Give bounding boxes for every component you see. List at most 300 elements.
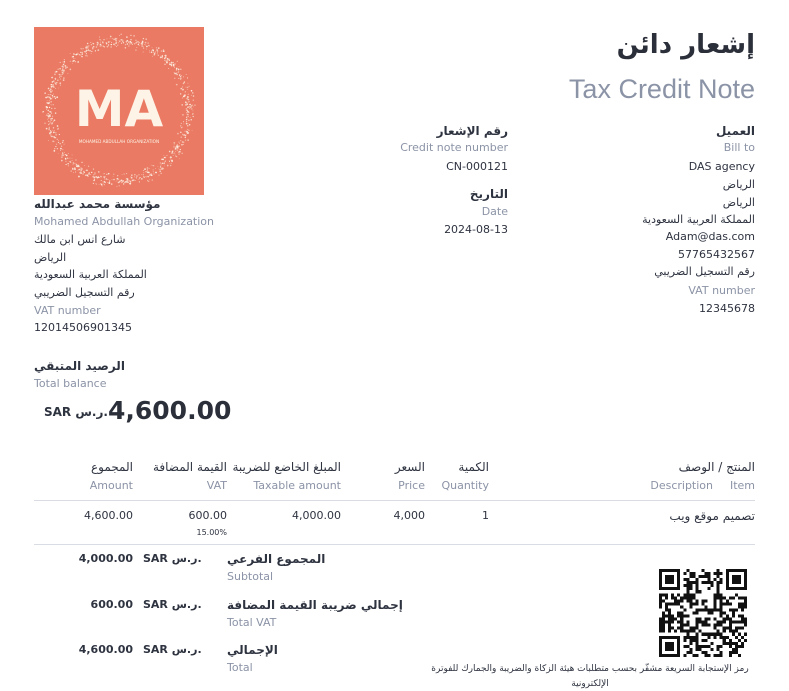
- logo-speckle: [49, 127, 50, 128]
- logo-speckle: [110, 38, 111, 39]
- logo-speckle: [166, 60, 167, 61]
- logo-speckle: [48, 116, 49, 117]
- logo-speckle: [65, 66, 66, 67]
- logo-speckle: [55, 132, 56, 133]
- logo-speckle: [46, 128, 48, 130]
- qr-module: [714, 599, 717, 602]
- logo-speckle: [157, 52, 158, 53]
- logo-speckle: [119, 35, 120, 36]
- logo-speckle: [67, 163, 68, 164]
- logo-speckle: [76, 166, 77, 167]
- logo-speckle: [48, 117, 49, 118]
- col-item-header-en: Item: [729, 479, 755, 492]
- logo-speckle: [169, 64, 171, 66]
- logo-speckle: [173, 64, 175, 66]
- logo-speckle: [85, 52, 86, 53]
- logo-speckle: [151, 173, 152, 174]
- logo-speckle: [65, 164, 66, 165]
- logo-speckle: [147, 167, 149, 169]
- qr-module: [695, 581, 698, 584]
- qr-module: [695, 590, 698, 593]
- logo-speckle: [154, 54, 155, 55]
- balance-amount: 4,600.00: [108, 396, 232, 425]
- logo-speckle: [104, 184, 105, 185]
- logo-speckle: [57, 128, 59, 130]
- logo-speckle: [144, 177, 145, 178]
- logo-speckle: [187, 125, 188, 126]
- qr-module: [665, 615, 668, 618]
- logo-speckle: [94, 179, 95, 180]
- qr-module: [686, 596, 689, 599]
- col-vat-header-en: VAT: [206, 479, 227, 492]
- qr-module: [744, 618, 747, 621]
- logo-speckle: [64, 64, 65, 65]
- logo-speckle: [153, 169, 154, 170]
- logo-speckle: [161, 164, 162, 165]
- logo-speckle: [149, 174, 150, 175]
- qr-module: [741, 602, 744, 605]
- qr-module: [662, 624, 665, 627]
- qr-module: [695, 602, 698, 605]
- qr-module: [695, 618, 698, 621]
- logo-speckle: [120, 181, 121, 182]
- logo-speckle: [189, 101, 190, 102]
- logo-speckle: [104, 179, 105, 180]
- logo-speckle: [61, 157, 62, 158]
- logo-speckle: [193, 95, 195, 97]
- logo-speckle: [166, 62, 168, 64]
- logo-speckle: [55, 113, 56, 114]
- qr-module: [726, 599, 729, 602]
- logo-speckle: [179, 66, 180, 67]
- qr-module: [729, 602, 732, 605]
- logo-speckle: [181, 127, 182, 128]
- logo-speckle: [81, 52, 83, 54]
- logo-speckle: [86, 50, 87, 51]
- logo-speckle: [167, 165, 169, 167]
- logo-speckle: [125, 47, 127, 49]
- qr-module: [668, 602, 671, 605]
- logo-speckle: [134, 43, 136, 45]
- row-qty: 1: [482, 509, 489, 522]
- logo-speckle: [149, 179, 150, 180]
- logo-speckle: [174, 67, 175, 68]
- logo-speckle: [120, 33, 122, 35]
- logo-speckle: [187, 89, 188, 90]
- logo-speckle: [148, 181, 149, 182]
- logo-speckle: [94, 176, 96, 178]
- qr-module: [689, 581, 692, 584]
- logo-speckle: [87, 46, 89, 48]
- logo-speckle: [58, 142, 59, 143]
- logo-speckle: [50, 94, 51, 95]
- logo-speckle: [53, 104, 54, 105]
- logo-speckle: [55, 83, 57, 85]
- logo-speckle: [46, 114, 48, 116]
- logo-speckle: [128, 41, 130, 43]
- qr-module: [705, 575, 708, 578]
- logo-speckle: [57, 79, 59, 81]
- logo-speckle: [191, 108, 192, 109]
- qr-module: [705, 618, 708, 621]
- logo-speckle: [46, 109, 47, 110]
- logo-speckle: [86, 47, 87, 48]
- logo-speckle: [117, 180, 118, 181]
- qr-module: [711, 584, 714, 587]
- qr-module: [671, 593, 674, 596]
- logo-speckle: [170, 163, 171, 164]
- qr-module: [689, 605, 692, 608]
- qr-module: [662, 630, 665, 633]
- qr-module: [714, 633, 717, 636]
- qr-module: [695, 633, 698, 636]
- logo-speckle: [177, 74, 178, 75]
- logo-speckle: [183, 95, 185, 97]
- logo-speckle: [87, 55, 88, 56]
- logo-speckle: [106, 174, 107, 175]
- qr-module: [714, 618, 717, 621]
- logo-speckle: [46, 102, 47, 103]
- qr-module: [701, 633, 704, 636]
- logo-speckle: [97, 42, 99, 44]
- row-vat: 600.00: [188, 509, 227, 522]
- qr-module: [701, 569, 704, 572]
- qr-module: [732, 596, 735, 599]
- logo-speckle: [50, 118, 51, 119]
- logo-speckle: [188, 99, 190, 101]
- date-value: 2024-08-13: [444, 223, 508, 236]
- qr-module: [668, 618, 671, 621]
- qr-module: [705, 599, 708, 602]
- logo-speckle: [192, 92, 193, 93]
- zatca-qr-code: [659, 569, 747, 657]
- qr-module: [717, 645, 720, 648]
- logo-caption: MOHAMED ABDULLAH ORGANIZATION: [78, 139, 160, 144]
- qr-module: [692, 575, 695, 578]
- logo-speckle: [171, 62, 173, 64]
- logo-speckle: [50, 134, 51, 135]
- logo-speckle: [109, 180, 110, 181]
- logo-speckle: [180, 76, 181, 77]
- logo-speckle: [187, 123, 188, 124]
- logo-speckle: [182, 86, 183, 87]
- grand-total-value: 4,600.00: [78, 643, 133, 656]
- logo-speckle: [159, 170, 160, 171]
- logo-speckle: [113, 174, 114, 175]
- logo-speckle: [187, 87, 188, 88]
- logo-speckle: [101, 180, 102, 181]
- qr-module: [662, 621, 665, 624]
- qr-module: [714, 596, 717, 599]
- qr-module: [674, 602, 677, 605]
- logo-speckle: [130, 35, 131, 36]
- qr-module: [692, 581, 695, 584]
- logo-speckle: [61, 146, 62, 147]
- logo-speckle: [50, 101, 52, 103]
- logo-speckle: [145, 42, 147, 44]
- logo-speckle: [107, 182, 108, 183]
- logo-speckle: [52, 77, 54, 79]
- logo-speckle: [112, 179, 113, 180]
- qr-module: [732, 648, 735, 651]
- qr-module: [729, 596, 732, 599]
- logo-speckle: [98, 43, 99, 44]
- customer-vat-label-en: VAT number: [688, 284, 755, 297]
- logo-speckle: [145, 176, 146, 177]
- logo-speckle: [78, 54, 79, 55]
- qr-module: [686, 651, 689, 654]
- logo-speckle: [126, 179, 127, 180]
- logo-speckle: [62, 74, 63, 75]
- qr-module: [701, 651, 704, 654]
- logo-speckle: [152, 56, 153, 57]
- logo-speckle: [52, 140, 54, 142]
- logo-speckle: [57, 148, 58, 149]
- logo-speckle: [130, 182, 131, 183]
- logo-speckle: [53, 150, 55, 152]
- logo-speckle: [172, 151, 173, 152]
- logo-speckle: [154, 53, 155, 54]
- logo-speckle: [78, 176, 80, 178]
- logo-speckle: [93, 46, 95, 48]
- qr-module: [735, 630, 738, 633]
- logo-speckle: [159, 169, 160, 170]
- qr-module: [692, 636, 695, 639]
- qr-module: [683, 645, 686, 648]
- logo-speckle: [55, 98, 56, 99]
- qr-module: [659, 599, 662, 602]
- logo-speckle: [190, 106, 191, 107]
- logo-speckle: [155, 51, 156, 52]
- logo-speckle: [72, 158, 73, 159]
- logo-speckle: [154, 174, 155, 175]
- logo-speckle: [127, 179, 128, 180]
- qr-module: [668, 615, 671, 618]
- logo-speckle: [187, 114, 189, 116]
- logo-speckle: [182, 114, 183, 115]
- logo-speckle: [91, 53, 92, 54]
- logo-speckle: [62, 154, 63, 155]
- logo-speckle: [53, 94, 54, 95]
- logo-speckle: [73, 53, 74, 54]
- balance-label-en: Total balance: [34, 377, 107, 390]
- logo-speckle: [188, 94, 189, 95]
- logo-speckle: [58, 88, 59, 89]
- qr-module: [714, 654, 717, 657]
- logo-speckle: [52, 84, 54, 86]
- logo-speckle: [186, 121, 187, 122]
- qr-module: [683, 630, 686, 633]
- qr-module: [701, 608, 704, 611]
- qr-module: [668, 627, 671, 630]
- logo-speckle: [79, 169, 81, 171]
- logo-speckle: [177, 133, 179, 135]
- qr-module: [720, 572, 723, 575]
- qr-module: [723, 630, 726, 633]
- logo-speckle: [76, 159, 77, 160]
- logo-speckle: [75, 54, 76, 55]
- qr-module: [744, 599, 747, 602]
- qr-module: [723, 636, 726, 639]
- qr-module: [671, 615, 674, 618]
- logo-speckle: [82, 173, 84, 175]
- logo-speckle: [178, 69, 180, 71]
- qr-module: [677, 615, 680, 618]
- qr-module: [674, 618, 677, 621]
- qr-module: [720, 611, 723, 614]
- logo-speckle: [182, 127, 183, 128]
- logo-speckle: [179, 151, 181, 153]
- logo-speckle: [191, 90, 193, 92]
- logo-speckle: [175, 73, 177, 75]
- logo-speckle: [75, 61, 76, 62]
- logo-speckle: [189, 104, 191, 106]
- logo-speckle: [178, 146, 179, 147]
- qr-module: [717, 624, 720, 627]
- logo-speckle: [53, 136, 54, 137]
- qr-module: [695, 639, 698, 642]
- qr-module: [711, 608, 714, 611]
- logo-speckle: [80, 172, 82, 174]
- logo-speckle: [72, 56, 73, 57]
- logo-speckle: [161, 55, 162, 56]
- logo-speckle: [93, 176, 94, 177]
- logo-speckle: [91, 51, 92, 52]
- logo-speckle: [49, 107, 50, 108]
- qr-module: [705, 654, 708, 657]
- col-amount-header-en: Amount: [89, 479, 133, 492]
- date-label-ar: التاريخ: [469, 187, 508, 201]
- logo-speckle: [66, 161, 67, 162]
- logo-speckle: [74, 169, 76, 171]
- qr-module: [708, 645, 711, 648]
- qr-module: [744, 596, 747, 599]
- customer-phone: 57765432567: [678, 248, 755, 261]
- logo-speckle: [171, 163, 172, 164]
- logo-speckle: [63, 70, 64, 71]
- qr-module: [726, 627, 729, 630]
- logo-speckle: [80, 167, 81, 168]
- logo-speckle: [177, 150, 178, 151]
- qr-module: [698, 630, 701, 633]
- logo-speckle: [109, 182, 110, 183]
- logo-speckle: [117, 178, 118, 179]
- logo-speckle: [142, 43, 144, 45]
- customer-country: المملكة العربية السعودية: [642, 213, 755, 226]
- qr-module: [744, 605, 747, 608]
- logo-speckle: [102, 186, 103, 187]
- logo-speckle: [61, 70, 62, 71]
- logo-speckle: [88, 174, 89, 175]
- logo-speckle: [187, 133, 188, 134]
- bill-to-label-ar: العميل: [715, 124, 755, 138]
- logo-speckle: [82, 51, 83, 52]
- qr-module: [741, 608, 744, 611]
- logo-speckle: [147, 171, 149, 173]
- logo-speckle: [104, 173, 105, 174]
- logo-speckle: [186, 112, 187, 113]
- logo-speckle: [185, 140, 186, 141]
- col-price-header-en: Price: [398, 479, 425, 492]
- logo-speckle: [158, 166, 159, 167]
- qr-module: [720, 615, 723, 618]
- col-amount-header-ar: المجموع: [91, 460, 133, 474]
- logo-speckle: [169, 151, 171, 153]
- logo-speckle: [51, 94, 52, 95]
- qr-module: [695, 648, 698, 651]
- qr-module: [689, 627, 692, 630]
- qr-module: [692, 627, 695, 630]
- qr-module: [692, 593, 695, 596]
- qr-module: [695, 608, 698, 611]
- logo-speckle: [51, 120, 52, 121]
- logo-speckle: [141, 174, 142, 175]
- logo-speckle: [54, 137, 56, 139]
- logo-speckle: [192, 130, 193, 131]
- col-qty-header-ar: الكمية: [458, 460, 489, 474]
- qr-module: [659, 624, 662, 627]
- logo-speckle: [151, 50, 152, 51]
- logo-speckle: [70, 61, 71, 62]
- document-title-en: Tax Credit Note: [568, 74, 755, 104]
- logo-speckle: [146, 176, 147, 177]
- logo-speckle: [47, 113, 48, 114]
- logo-speckle: [146, 39, 147, 40]
- logo-speckle: [81, 162, 82, 163]
- qr-module: [701, 602, 704, 605]
- logo-speckle: [178, 71, 179, 72]
- qr-module: [717, 648, 720, 651]
- qr-module: [708, 572, 711, 575]
- logo-speckle: [180, 77, 181, 78]
- qr-module: [732, 642, 735, 645]
- subtotal-label-ar: المجموع الفرعي: [227, 552, 326, 566]
- logo-speckle: [46, 97, 47, 98]
- logo-speckle: [61, 160, 62, 161]
- qr-module: [686, 624, 689, 627]
- logo-speckle: [60, 85, 61, 86]
- logo-speckle: [52, 130, 53, 131]
- qr-module: [701, 624, 704, 627]
- logo-speckle: [54, 120, 55, 121]
- logo-speckle: [122, 174, 123, 175]
- logo-speckle: [64, 144, 65, 145]
- logo-speckle: [173, 155, 174, 156]
- qr-module: [735, 608, 738, 611]
- qr-module: [708, 581, 711, 584]
- logo-speckle: [140, 177, 141, 178]
- logo-speckle: [91, 172, 92, 173]
- qr-module: [723, 642, 726, 645]
- qr-module: [683, 593, 686, 596]
- logo-speckle: [77, 53, 78, 54]
- logo-speckle: [132, 179, 134, 181]
- logo-speckle: [60, 76, 61, 77]
- logo-speckle: [96, 46, 98, 48]
- qr-module: [689, 648, 692, 651]
- logo-speckle: [50, 131, 51, 132]
- qr-module: [723, 639, 726, 642]
- qr-module: [705, 633, 708, 636]
- logo-speckle: [155, 168, 156, 169]
- qr-module: [677, 602, 680, 605]
- logo-speckle: [188, 132, 189, 133]
- logo-speckle: [78, 170, 79, 171]
- logo-speckle: [142, 41, 143, 42]
- logo-speckle: [49, 102, 50, 103]
- logo-speckle: [100, 45, 101, 46]
- logo-speckle: [104, 181, 106, 183]
